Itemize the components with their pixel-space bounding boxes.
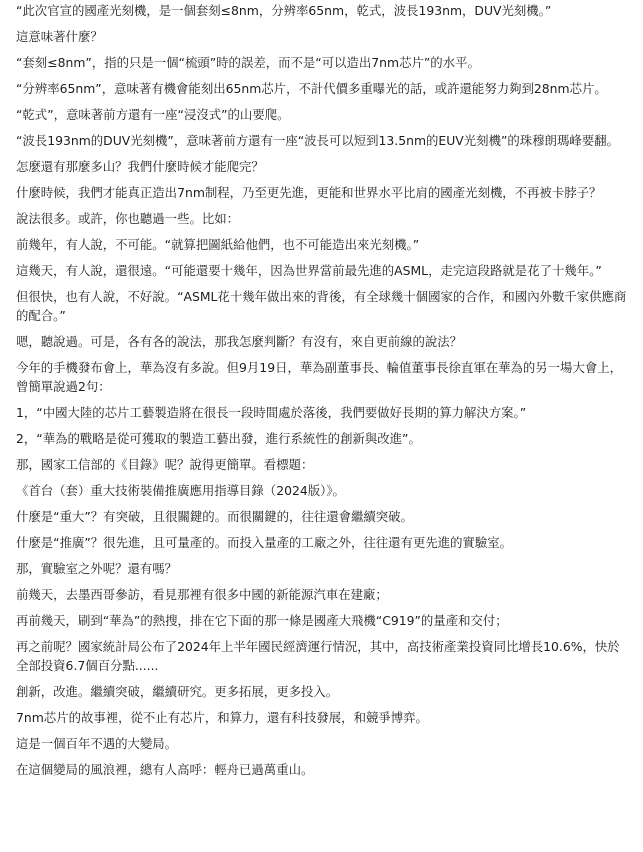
paragraph: 前幾天，去墨西哥參訪，看見那裡有很多中國的新能源汽車在建廠； <box>16 587 388 602</box>
paragraph: 嗯，聽說過。可是，各有各的說法，那我怎麼判斷？有沒有，來自更前線的說法？ <box>16 334 463 349</box>
paragraph: “乾式”，意味著前方還有一座“浸沒式”的山要爬。 <box>16 107 290 122</box>
paragraph: 今年的手機發布會上，華為沒有多說。但9月19日，華為副董事長、輪值董事長徐直軍在華為的另一場大會上，曾簡單說過2句： <box>16 360 623 394</box>
paragraph: “此次官宣的國產光刻機，是一個套刻≤8nm，分辨率65nm，乾式，波長193nm，DUV光刻機。” <box>16 3 552 18</box>
paragraph: 什麼是“推廣”？很先進，且可量產的。而投入量產的工廠之外，往往還有更先進的實驗室。 <box>16 535 513 550</box>
paragraph: 但很快，也有人說，不好說。“ASML花十幾年做出來的背後，有全球幾十個國家的合作，和國內外數千家供應商的配合。” <box>16 289 627 323</box>
paragraph: 那，國家工信部的《目錄》呢？說得更簡單。看標題： <box>16 457 314 472</box>
paragraph: 再前幾天，刷到“華為”的熱搜，排在它下面的那一條是國產大飛機“C919”的量產和交付； <box>16 613 508 628</box>
paragraph: 這是一個百年不遇的大變局。 <box>16 736 178 751</box>
paragraph: 這幾天，有人說，還很遠。“可能還要十幾年，因為世界當前最先進的ASML，走完這段路就是花了十幾年。” <box>16 263 602 278</box>
paragraph: 這意味著什麼？ <box>16 29 103 44</box>
paragraph: 創新，改進。繼續突破，繼續研究。更多拓展，更多投入。 <box>16 684 339 699</box>
paragraph: “波長193nm的DUV光刻機”，意味著前方還有一座“波長可以短到13.5nm的EUV光刻機”的珠穆朗瑪峰要翻。 <box>16 133 619 148</box>
paragraph: 前幾年，有人說，不可能。“就算把圖紙給他們，也不可能造出來光刻機。” <box>16 237 420 252</box>
paragraph: “套刻≤8nm”，指的只是一個“梳頭”時的誤差，而不是“可以造出7nm芯片”的水平。 <box>16 55 480 70</box>
paragraph: 1，“中國大陸的芯片工藝製造將在很長一段時間處於落後，我們要做好長期的算力解決方案。” <box>16 405 527 420</box>
paragraph: 2，“華為的戰略是從可獲取的製造工藝出發，進行系統性的創新與改進”。 <box>16 431 421 446</box>
paragraph: 那，實驗室之外呢？還有嗎？ <box>16 561 178 576</box>
paragraph: 怎麼還有那麼多山？我們什麼時候才能爬完？ <box>16 159 264 174</box>
post-body <box>16 1 631 786</box>
paragraph: 說法很多。或許，你也聽過一些。比如： <box>16 211 240 226</box>
paragraph: 《首台（套）重大技術裝備推廣應用指導目錄（2024版）》。 <box>16 483 345 498</box>
paragraph: 7nm芯片的故事裡，從不止有芯片，和算力，還有科技發展，和競爭博弈。 <box>16 710 428 725</box>
paragraph: 在這個變局的風浪裡，總有人高呼：輕舟已過萬重山。 <box>16 762 314 777</box>
paragraph: 再之前呢？國家統計局公布了2024年上半年國民經濟運行情況，其中，高技術產業投資同比增長10.6%，快於全部投資6.7個百分點...... <box>16 639 620 673</box>
paragraph: 什麼是“重大”？有突破，且很關鍵的。而很關鍵的，往往還會繼續突破。 <box>16 509 413 524</box>
paragraph: 什麼時候，我們才能真正造出7nm制程，乃至更先進，更能和世界水平比肩的國產光刻機，不再被卡脖子？ <box>16 185 602 200</box>
paragraph: “分辨率65nm”，意味著有機會能刻出65nm芯片，不計代價多重曝光的話，或許還能努力夠到28nm芯片。 <box>16 81 607 96</box>
